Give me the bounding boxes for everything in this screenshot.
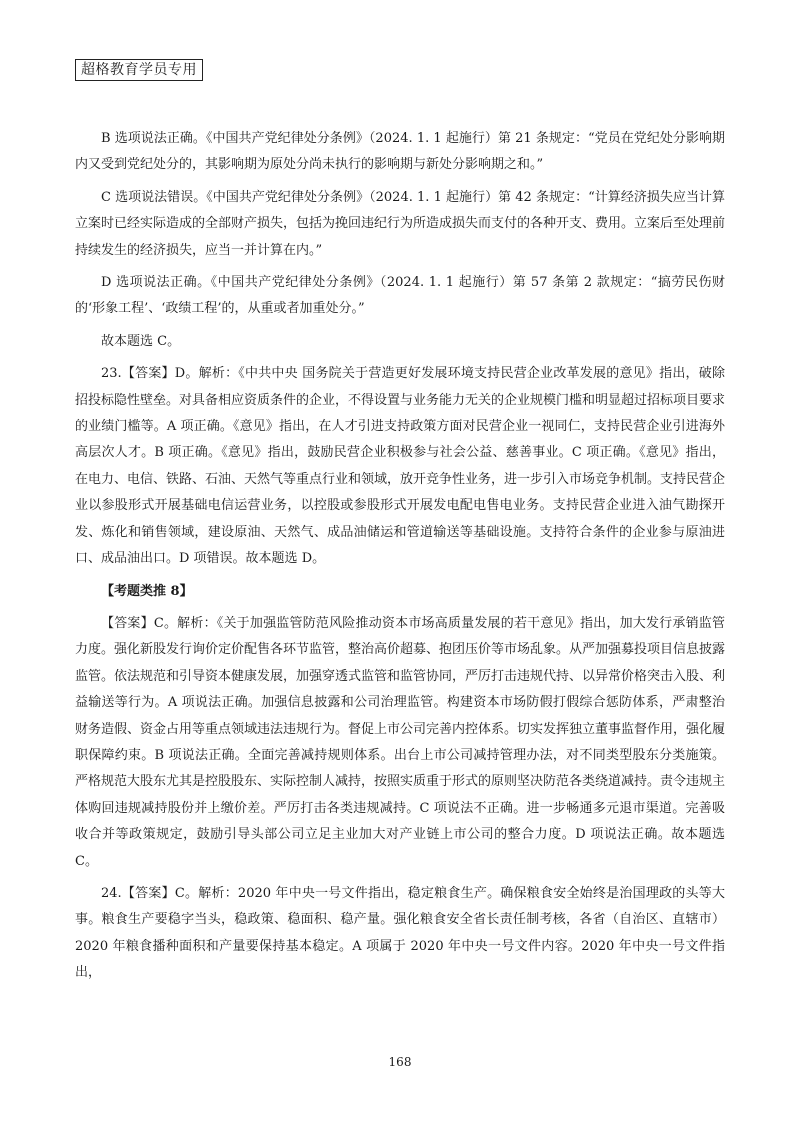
paragraph-option-b: B 选项说法正确。《中国共产党纪律处分条例》（2024. 1. 1 起施行）第 21 条规定：“党员在党纪处分影响期内又受到党纪处分的，其影响期为原处分尚未执行的影响期与新处分影响期之和。”	[75, 131, 725, 173]
document-body	[75, 126, 725, 993]
section-heading: 【考题类推 8】	[101, 583, 193, 599]
paragraph-question-24: 24.【答案】C。解析：2020 年中央一号文件指出，稳定粮食生产。确保粮食安全始终是治国理政的头等大事。粮食生产要稳字当头，稳政策、稳面积、稳产量。强化粮食安全省长责任制考核，各省（自治区、直辖市）2020 年粮食播种面积和产量要保持基本稳定。A 项属于 2020 年中央一号文件内容。2020 年中央一号文件指出，	[75, 885, 725, 981]
paragraph-conclusion: 故本题选 C。	[101, 333, 181, 349]
page-number: 168	[388, 1055, 412, 1069]
paragraph-question-23: 23.【答案】D。解析：《中共中央 国务院关于营造更好发展环境支持民营企业改革发展的意见》指出，破除招投标隐性壁垒。对具备相应资质条件的企业，不得设置与业务能力无关的企业规模门槛和明显超过招标项目要求的业绩门槛等。A 项正确。《意见》指出，在人才引进支持政策方面对民营企业一视同仁，支持民营企业引进海外高层次人才。B 项正确。《意见》指出，鼓励民营企业积极参与社会公益、慈善事业。C 项正确。《意见》指出，在电力、电信、铁路、石油、天然气等重点行业和领域，放开竞争性业务，进一步引入市场竞争机制。支持民营企业以参股形式开展基础电信运营业务，以控股或参股形式开展发电配电售电业务。支持民营企业进入油气勘探开发、炼化和销售领域，建设原油、天然气、成品油储运和管道输送等基础设施。支持符合条件的企业参与原油进口、成品油出口。D 项错误。故本题选 D。	[75, 366, 726, 567]
paragraph-option-c: C 选项说法错误。《中国共产党纪律处分条例》（2024. 1. 1 起施行）第 42 条规定：“计算经济损失应当计算立案时已经实际造成的全部财产损失，包括为挽回违纪行为所造成损失而支付的各种开支、费用。立案后至处理前持续发生的经济损失，应当一并计算在内。”	[75, 189, 726, 258]
header-label: 超格教育学员专用	[75, 59, 203, 81]
paragraph-option-d: D 选项说法正确。《中国共产党纪律处分条例》（2024. 1. 1 起施行）第 57 条第 2 款规定：“搞劳民伤财的‘形象工程’、‘政绩工程’的，从重或者加重处分。”	[75, 275, 725, 317]
paragraph-analogy-answer: 【答案】C。解析：《关于加强监管防范风险推动资本市场高质量发展的若干意见》指出，加大发行承销监管力度。强化新股发行询价定价配售各环节监管，整治高价超募、抱团压价等市场乱象。从严加强募投项目信息披露监管。依法规范和引导资本健康发展，加强穿透式监管和监管协同，严厉打击违规代持、以异常价格突击入股、利益输送等行为。A 项说法正确。加强信息披露和公司治理监管。构建资本市场防假打假综合惩防体系，严肃整治财务造假、资金占用等重点领域违法违规行为。督促上市公司完善内控体系。切实发挥独立董事监督作用，强化履职保障约束。B 项说法正确。全面完善减持规则体系。出台上市公司减持管理办法，对不同类型股东分类施策。严格规范大股东尤其是控股股东、实际控制人减持，按照实质重于形式的原则坚决防范各类绕道减持。责令违规主体购回违规减持股份并上缴价差。严厉打击各类违规减持。C 项说法不正确。进一步畅通多元退市渠道。完善吸收合并等政策规定，鼓励引导头部公司立足主业加大对产业链上市公司的整合力度。D 项说法正确。故本题选 C。	[75, 615, 726, 869]
